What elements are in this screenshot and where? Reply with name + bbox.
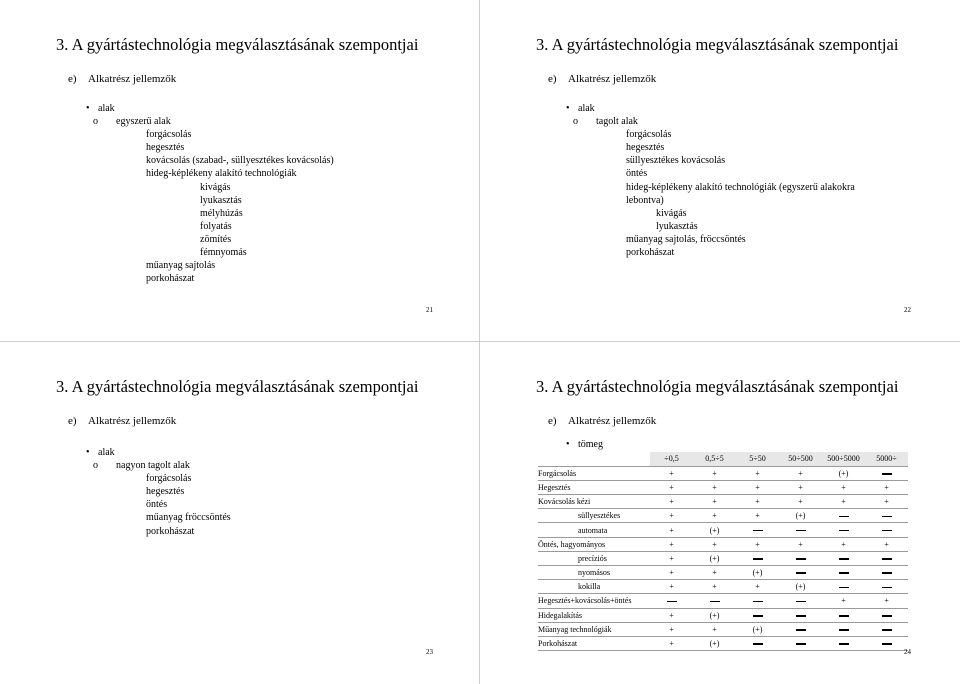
table-cell: (+)	[779, 580, 822, 594]
list-item: forgácsolás	[146, 129, 192, 141]
table-cell: +	[822, 594, 865, 608]
table-row	[538, 594, 908, 608]
table-cell: +	[736, 509, 779, 523]
table-cell: (+)	[822, 466, 865, 480]
dash-mark	[839, 643, 849, 645]
row-label: Hegesztés+kovácsolás+öntés	[538, 594, 650, 608]
table-cell: +	[693, 622, 736, 636]
table-cell: +	[650, 523, 693, 537]
table-cell: +	[650, 622, 693, 636]
list-item: hideg-képlékeny alakító technológiák	[146, 168, 297, 180]
column-header: ÷0,5	[650, 452, 693, 466]
table-cell	[779, 594, 822, 608]
table-row	[538, 622, 908, 636]
dash-mark	[839, 615, 849, 617]
list-item: hegesztés	[146, 142, 185, 154]
slide-subtitle	[548, 73, 656, 85]
dash-mark	[882, 558, 892, 560]
table-cell: +	[650, 495, 693, 509]
list-item: folyatás	[200, 220, 232, 232]
subtitle-text: Alkatrész jellemzők	[88, 73, 177, 85]
row-label: Kovácsolás kézi	[538, 495, 650, 509]
dash-mark	[839, 516, 849, 518]
slide-body	[566, 438, 603, 451]
dash-mark	[796, 629, 806, 631]
table-cell: +	[693, 466, 736, 480]
list-item: műanyag fröccsöntés	[146, 512, 231, 524]
slide-subtitle	[68, 73, 176, 85]
dash-mark	[753, 530, 763, 532]
table-cell	[865, 608, 908, 622]
mass-table	[538, 452, 908, 651]
dash-mark	[882, 516, 892, 518]
dash-mark	[753, 643, 763, 645]
dash-mark	[882, 530, 892, 532]
row-label: Öntés, hagyományos	[538, 537, 650, 551]
table-cell	[822, 566, 865, 580]
bullet-item: • alak	[86, 446, 231, 459]
slide-title: 3. A gyártástechnológia megválasztásának szempontjai	[536, 377, 899, 396]
slide-24	[480, 342, 960, 684]
table-row	[538, 551, 908, 565]
list-item: műanyag sajtolás	[146, 260, 216, 272]
list-item: forgácsolás	[146, 473, 192, 485]
table-cell: (+)	[736, 622, 779, 636]
table-cell: +	[779, 466, 822, 480]
list-item: műanyag sajtolás, fröccsöntés	[626, 233, 746, 245]
table-cell	[779, 551, 822, 565]
table-cell	[650, 594, 693, 608]
dash-mark	[796, 572, 806, 574]
table-cell: +	[865, 495, 908, 509]
table-row	[538, 566, 908, 580]
table-header-row	[538, 452, 908, 466]
table-row	[538, 466, 908, 480]
list-item: öntés	[626, 168, 648, 180]
dash-mark	[710, 601, 720, 603]
table-cell	[822, 622, 865, 636]
table-cell: (+)	[779, 509, 822, 523]
table-cell	[736, 608, 779, 622]
table-cell	[865, 580, 908, 594]
subtitle-prefix: e)	[548, 415, 557, 427]
table-cell	[779, 608, 822, 622]
list-item: kivágás	[200, 181, 231, 193]
table-cell: +	[736, 480, 779, 494]
table-cell: +	[822, 537, 865, 551]
table-cell	[822, 636, 865, 650]
table-cell: +	[650, 551, 693, 565]
row-label: Hegesztés	[538, 480, 650, 494]
row-label: Forgácsolás	[538, 466, 650, 480]
row-label: süllyesztékes	[538, 509, 650, 523]
table-cell: (+)	[693, 551, 736, 565]
table-row	[538, 523, 908, 537]
table-cell	[865, 636, 908, 650]
table-cell	[865, 622, 908, 636]
column-header: 500÷5000	[822, 452, 865, 466]
table-cell	[822, 580, 865, 594]
table-cell	[822, 608, 865, 622]
slide-subtitle	[548, 415, 656, 427]
table-cell: (+)	[693, 636, 736, 650]
list-item: mélyhúzás	[200, 207, 243, 219]
dash-mark	[796, 530, 806, 532]
list-item: hegesztés	[146, 486, 185, 498]
table-cell	[865, 551, 908, 565]
page-number: 21	[426, 306, 433, 314]
table-corner-cell	[538, 452, 650, 466]
row-label: nyomásos	[538, 566, 650, 580]
column-header: 50÷500	[779, 452, 822, 466]
dash-mark	[753, 558, 763, 560]
table-cell: +	[736, 466, 779, 480]
dash-mark	[839, 572, 849, 574]
table-cell: +	[736, 537, 779, 551]
row-label: kokilla	[538, 580, 650, 594]
slide-subtitle	[68, 415, 176, 427]
list-item: lebontva)	[626, 194, 664, 206]
table-cell	[736, 636, 779, 650]
subtitle-prefix: e)	[68, 73, 77, 85]
table-cell: (+)	[693, 608, 736, 622]
dash-mark	[753, 601, 763, 603]
slide-21	[0, 0, 480, 342]
bullet-item: • alak	[566, 102, 855, 115]
table-cell	[822, 509, 865, 523]
dash-mark	[882, 587, 892, 589]
table-row	[538, 580, 908, 594]
table-cell: +	[865, 537, 908, 551]
table-cell: +	[822, 495, 865, 509]
table-cell: +	[779, 480, 822, 494]
list-item: kovácsolás (szabad-, süllyesztékes kovácsolás)	[146, 155, 334, 167]
table-cell: +	[736, 495, 779, 509]
subtitle-prefix: e)	[68, 415, 77, 427]
row-label: Porkohászat	[538, 636, 650, 650]
table-cell: +	[693, 495, 736, 509]
table-cell: +	[650, 537, 693, 551]
table-row	[538, 480, 908, 494]
column-header: 5000÷	[865, 452, 908, 466]
dash-mark	[796, 558, 806, 560]
slide-body	[566, 102, 855, 259]
table-cell: +	[693, 566, 736, 580]
table-cell: +	[736, 580, 779, 594]
column-header: 0,5÷5	[693, 452, 736, 466]
table-cell: +	[650, 566, 693, 580]
table-cell: +	[693, 509, 736, 523]
list-item: lyukasztás	[200, 194, 242, 206]
table-cell: +	[693, 537, 736, 551]
dash-mark	[882, 572, 892, 574]
list-item: forgácsolás	[626, 129, 672, 141]
table-cell: (+)	[693, 523, 736, 537]
dash-mark	[882, 629, 892, 631]
dash-mark	[839, 558, 849, 560]
list-item: zömítés	[200, 233, 232, 245]
dash-mark	[796, 615, 806, 617]
page-number: 22	[904, 306, 911, 314]
row-label: Műanyag technológiák	[538, 622, 650, 636]
dash-mark	[796, 601, 806, 603]
dash-mark	[882, 615, 892, 617]
table-cell	[865, 509, 908, 523]
table-cell	[865, 466, 908, 480]
slide-title: 3. A gyártástechnológia megválasztásának szempontjai	[56, 377, 419, 396]
table-cell	[779, 622, 822, 636]
table-cell	[779, 566, 822, 580]
row-label: Hidegalakítás	[538, 608, 650, 622]
slide-22	[480, 0, 960, 342]
list-item: öntés	[146, 499, 168, 511]
table-cell: +	[779, 537, 822, 551]
table-cell: +	[865, 594, 908, 608]
dash-mark	[839, 587, 849, 589]
table-cell: +	[650, 608, 693, 622]
table-cell	[736, 523, 779, 537]
dash-mark	[882, 473, 892, 475]
sub-bullet-item: o egyszerű alak	[93, 116, 171, 128]
list-item: hideg-képlékeny alakító technológiák (egyszerű alakokra	[626, 181, 855, 193]
page-number: 24	[904, 648, 911, 656]
subtitle-text: Alkatrész jellemzők	[568, 73, 657, 85]
row-label: automata	[538, 523, 650, 537]
table-cell	[822, 551, 865, 565]
bullet-item: • tömeg	[566, 438, 603, 451]
sub-bullet-item: o nagyon tagolt alak	[93, 460, 190, 472]
table-cell	[865, 523, 908, 537]
slide-title: 3. A gyártástechnológia megválasztásának szempontjai	[536, 35, 899, 54]
slide-23	[0, 342, 480, 684]
table-cell	[736, 551, 779, 565]
subtitle-text: Alkatrész jellemzők	[88, 415, 177, 427]
sub-bullet-item: o tagolt alak	[573, 116, 638, 128]
table-cell	[822, 523, 865, 537]
column-header: 5÷50	[736, 452, 779, 466]
row-label: precíziós	[538, 551, 650, 565]
table-row	[538, 537, 908, 551]
slide-body	[86, 102, 334, 285]
dash-mark	[882, 643, 892, 645]
bullet-item: • alak	[86, 102, 334, 115]
table-cell: +	[693, 480, 736, 494]
table-cell: +	[693, 580, 736, 594]
table-cell	[736, 594, 779, 608]
table-cell	[693, 594, 736, 608]
table-row	[538, 495, 908, 509]
table-row	[538, 509, 908, 523]
dash-mark	[796, 643, 806, 645]
table-cell: +	[650, 480, 693, 494]
table-cell: +	[650, 466, 693, 480]
page-number: 23	[426, 648, 433, 656]
table-cell: +	[865, 480, 908, 494]
slide-title: 3. A gyártástechnológia megválasztásának szempontjai	[56, 35, 419, 54]
subtitle-prefix: e)	[548, 73, 557, 85]
list-item: porkohászat	[626, 247, 675, 259]
list-item: kivágás	[656, 207, 687, 219]
list-item: porkohászat	[146, 273, 195, 285]
slide-body	[86, 446, 231, 538]
list-item: hegesztés	[626, 142, 665, 154]
table-cell: +	[650, 509, 693, 523]
list-item: fémnyomás	[200, 247, 247, 259]
dash-mark	[839, 530, 849, 532]
dash-mark	[753, 615, 763, 617]
table-cell: +	[650, 580, 693, 594]
list-item: süllyesztékes kovácsolás	[626, 155, 726, 167]
dash-mark	[667, 601, 677, 603]
table-row	[538, 608, 908, 622]
table-cell: +	[822, 480, 865, 494]
table-row	[538, 636, 908, 650]
list-item: lyukasztás	[656, 220, 698, 232]
table-cell: +	[779, 495, 822, 509]
table-cell	[779, 523, 822, 537]
table-cell: +	[650, 636, 693, 650]
table-cell: (+)	[736, 566, 779, 580]
subtitle-text: Alkatrész jellemzők	[568, 415, 657, 427]
list-item: porkohászat	[146, 525, 195, 537]
table-cell	[779, 636, 822, 650]
dash-mark	[839, 629, 849, 631]
table-cell	[865, 566, 908, 580]
